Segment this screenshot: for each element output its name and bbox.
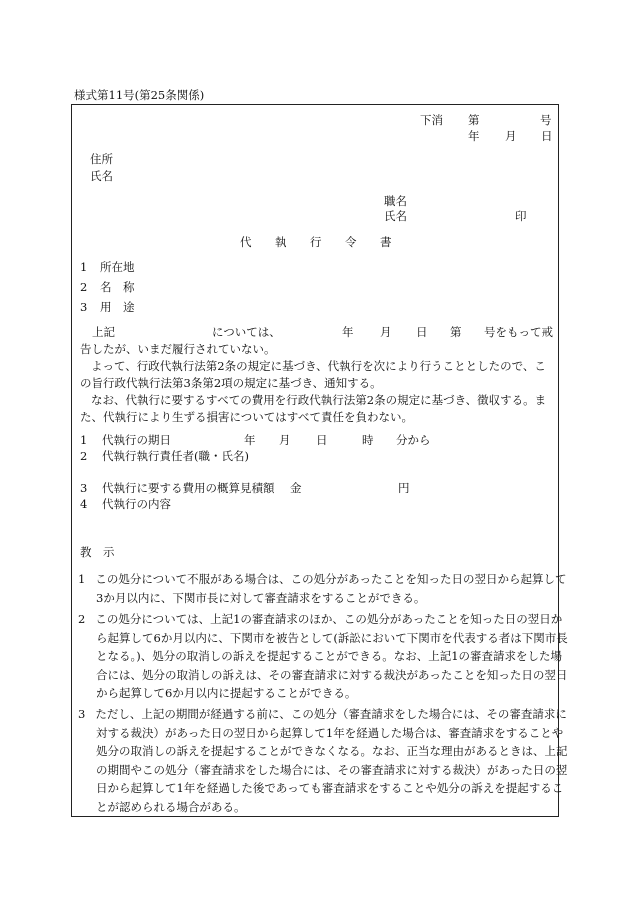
detail-responsible-label: 代執行執行責任者(職・氏名) — [102, 449, 249, 463]
issuer-name-label: 氏名 — [384, 209, 407, 223]
detail-cost-kin: 金 — [290, 481, 302, 495]
item-number: 3 — [80, 300, 88, 314]
doc-dai: 第 — [468, 113, 480, 127]
item-number: 2 — [80, 280, 88, 294]
detail-month: 月 — [279, 433, 291, 447]
form-label: 様式第11号(第25条関係) — [74, 88, 205, 102]
note-text: この処分について不服がある場合は、この処分があったことを知った日の翌日から起算して3か月以内に、下関市長に対して審査請求をすることができる。 — [95, 572, 567, 605]
instruction-note-1 — [78, 570, 572, 607]
date-day: 日 — [541, 129, 553, 143]
note-number: 3 — [78, 707, 86, 721]
body-p1-d: 告したが、いまだ履行されていない。 — [80, 342, 276, 356]
item-label-location: 所在地 — [100, 260, 135, 274]
note-text: ただし、上記の期間が経過する前に、この処分（審査請求をした場合には、その審査請求に対する裁決）があった日の翌日から起算して1年を経過した場合は、審査請求をすることや処分の取消しの訴えを提起することができなくなる。なお、正当な理由があるときは、上記の期間やこの処分（審査請求をした場合には、その審査請求に対する裁決）があった日の翌日から起算して1年を経過した後であっても審査請求をすることや処分の訴えを提起することが認められる場合がある。 — [95, 707, 568, 814]
instruction-note-2 — [78, 610, 572, 703]
date-year: 年 — [468, 129, 480, 143]
seal-mark: 印 — [515, 209, 527, 223]
detail-hour: 時 — [362, 433, 374, 447]
body-p1-dai: 第 — [450, 325, 462, 339]
instruction-title: 教 示 — [80, 545, 115, 559]
title-char-4: 令 — [345, 235, 357, 249]
detail-cost-label: 代執行に要する費用の概算見積額 — [102, 481, 275, 495]
detail-cost-yen: 円 — [398, 481, 410, 495]
body-p1-b: については、 — [212, 325, 281, 339]
detail-year: 年 — [244, 433, 256, 447]
title-char-1: 代 — [240, 235, 252, 249]
detail-minute: 分から — [396, 433, 431, 447]
body-paragraph-3: なお、代執行に要するすべての費用を行政代執行法第2条の規定に基づき、徴収する。また、代執行により生ずる損害についてはすべて責任を負わない。 — [80, 393, 547, 424]
item-label-use: 用 途 — [100, 300, 135, 314]
detail-day: 日 — [316, 433, 328, 447]
item-number: 1 — [80, 260, 88, 274]
note-number: 1 — [78, 572, 86, 586]
detail-date-label: 代執行の期日 — [102, 433, 171, 447]
detail-number: 3 — [80, 481, 88, 495]
body-p1-year: 年 — [342, 325, 354, 339]
title-char-3: 行 — [310, 235, 322, 249]
title-char-5: 書 — [380, 235, 392, 249]
addressee-name-label: 氏名 — [90, 169, 113, 183]
date-month: 月 — [505, 129, 517, 143]
document-frame — [71, 104, 568, 817]
detail-number: 2 — [80, 449, 88, 463]
doc-prefix: 下消 — [420, 113, 443, 127]
item-label-name: 名 称 — [100, 280, 135, 294]
detail-content-label: 代執行の内容 — [102, 497, 171, 511]
body-p1-day: 日 — [416, 325, 428, 339]
issuer-title-label: 職名 — [384, 194, 407, 208]
note-text: この処分については、上記1の審査請求のほか、この処分があったことを知った日の翌日から起算して6か月以内に、下関市を被告として(訴訟において下関市を代表する者は下関市長となる。)、処分の取消しの訴えを提起することができる。なお、上記1の審査請求をした場合には、処分の取消しの訴えは、その審査請求に対する裁決があったことを知った日の翌日から起算して6か月以内に提起することができる。 — [95, 612, 568, 700]
body-p1-month: 月 — [380, 325, 392, 339]
addressee-address-label: 住所 — [90, 152, 113, 166]
instruction-note-3 — [78, 705, 572, 816]
note-number: 2 — [78, 612, 86, 626]
title-char-2: 執 — [275, 235, 287, 249]
doc-go: 号 — [540, 113, 552, 127]
body-paragraph-2: よって、行政代執行法第2条の規定に基づき、代執行を次により行うこととしたので、この旨行政代執行法第3条第2項の規定に基づき、通知する。 — [80, 359, 546, 390]
detail-number: 4 — [80, 497, 88, 511]
body-p1-a: 上記 — [92, 325, 115, 339]
detail-number: 1 — [80, 433, 88, 447]
body-p1-c: 号をもって戒 — [484, 325, 553, 339]
